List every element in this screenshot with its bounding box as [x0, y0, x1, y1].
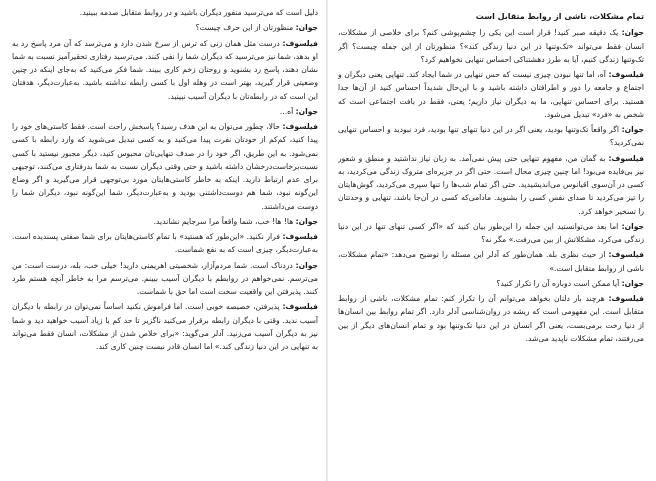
speaker-label: فیلسوف:: [608, 250, 644, 260]
right-paragraph-7: [338, 277, 644, 290]
left-page: [12, 6, 318, 476]
right-paragraph-2: [338, 68, 644, 121]
paragraph-text: آیا ممکن است دوباره آن را تکرار کنید؟: [496, 278, 620, 288]
right-paragraph-6: [338, 248, 644, 275]
paragraph-text: ها! ها! خب، شما واقعاً مرا سرجایم نشاندید.: [153, 216, 294, 226]
paragraph-text: اما بعد می‌توانستید این جمله را این‌طور بیان کنید که «اگر کسی تنهای تنها در این دنیا زندگی می‌کرد، مشکلاتش از بین می‌رفت.» مگر نه؟: [338, 221, 644, 244]
speaker-label: جوان:: [295, 23, 318, 33]
paragraph-text: دلیل است که می‌ترسید منفور دیگران باشید و در روابط متقابل صدمه ببینید.: [79, 8, 318, 17]
speaker-label: فیلسوف:: [282, 302, 318, 312]
right-paragraph-8: [338, 292, 644, 345]
left-paragraph-2: [12, 21, 318, 34]
speaker-label: جوان:: [621, 221, 644, 231]
left-paragraph-8: [12, 259, 318, 299]
speaker-label: فیلسوف:: [282, 38, 318, 48]
paragraph-text: هرچند بار دلتان بخواهد می‌توانم آن را تکرار کنم: تمام مشکلات، ناشی از روابط متقابل است. این مفهومی است که ریشه در روان‌شناسی آدلر دارد. اگر تمام روابط بین انسان‌ها از دنیا رخت برمی‌بست، یعنی اگر انسان در این دنیا تک‌وتنها بود و تمام انسان‌های دیگر از بین می‌رفتند، تمام مشکلات ناپدید می‌شد.: [338, 294, 644, 343]
paragraph-text: از حیث نظری بله. همان‌طور که آدلر این مسئله را توضیح می‌دهد: «تمام مشکلات، ناشی از روابط متقابل است.»: [338, 250, 644, 273]
left-paragraph-1: [12, 6, 318, 19]
paragraph-text: آه، اما تنها نبودن چیزی نیست که حس تنهایی در شما ایجاد کند. تنهایی یعنی دیگران و اجتماع و جامعه را دور و اطرافتان داشته باشید و با این‌حال شدیداً احساس کنید از آن‌ها جدا هستید. برای احساس تنهایی، ما به دیگران نیاز داریم؛ یعنی، فقط در بافت اجتماعی است که شخص به «فرد» تبدیل می‌شود.: [338, 70, 644, 119]
book-gutter: [326, 0, 328, 481]
left-paragraph-9: [12, 300, 318, 353]
paragraph-text: اگر واقعاً تک‌وتنها بودید، یعنی اگر در این دنیا تنهای تنها بودید، فرد نبودید و احساس تنهایی نمی‌کردید؟: [338, 125, 644, 148]
right-page: [338, 6, 644, 476]
right-paragraph-5: [338, 220, 644, 247]
paragraph-text: درست مثل همان زنی که ترس از سرخ شدن دارد و می‌ترسد که آن مرد پاسخ رد به او بدهد، شما نیز می‌ترسید که دیگران شما را نفی کنند. می‌ترسید رفتاری تحقیرآمیز نسبت به شما نشان دهند، پاسخ رد بشنوید و روحتان زخم کاری ببیند. شما فکر می‌کنید که به‌جای اینکه در چنین وضعیتی قرار گیرید، بهتر است در وهله اول با کسی رابطه نداشته باشید. به‌عبارت‌دیگر، هدفتان این است که در رابطه‌تان با دیگران آسیب نبینید.: [12, 38, 318, 101]
left-paragraph-7: [12, 230, 318, 257]
paragraph-text: دردناک است. شما مردم‌آزار، شخصیتی اهریمنی دارید! خیلی خب، بله، درست است: من می‌ترسم. نمی‌خواهم در روابطم با دیگران آسیب ببینم. می‌ترسم مرا به خاطر آنچه هستم طرد کنند. پذیرفتن این واقعیت سخت است اما حق با شماست.: [12, 260, 318, 296]
paragraph-text: به گمان من، مفهوم تنهایی حتی پیش نمی‌آمد. به زبان نیاز نداشتید و منطق و شعور نیز بی‌فایده می‌بود! اما چنین چیزی محال است. حتی اگر در جزیره‌ای متروک زندگی می‌کردید، به کسی در آن‌سوی اقیانوس می‌اندیشیدید. حتی اگر تمام شب‌ها را تنها سپری می‌کردید، گوش‌هایتان را تیز می‌کردید تا صدای نفس کسی را بشنوید. مادامی‌که کسی در آن‌جا باشد، تنهایی و وحدتتان را تسخیر خواهد کرد.: [338, 153, 644, 216]
paragraph-text: منظورتان از این حرف چیست؟: [195, 23, 294, 33]
speaker-label: جوان:: [295, 216, 318, 226]
right-paragraph-3: [338, 123, 644, 150]
speaker-label: فیلسوف:: [608, 153, 644, 163]
speaker-label: جوان:: [621, 28, 644, 38]
speaker-label: جوان:: [295, 106, 318, 116]
speaker-label: جوان:: [621, 278, 644, 288]
right-paragraph-1: [338, 26, 644, 66]
left-paragraph-5: [12, 120, 318, 213]
right-paragraph-4: [338, 152, 644, 218]
speaker-label: جوان:: [295, 260, 318, 270]
section-heading: تمام مشکلات، ناشی از روابط متقابل است: [475, 12, 644, 21]
paragraph-text: یک دقیقه صبر کنید! قرار است این یکی را چشم‌پوشی کنم؟ برای خلاصی از مشکلات، انسان فقط می‌تواند «تک‌وتنها در این دنیا زندگی کند»؟ منظورتان از این جمله چیست؟ اگر تک‌وتنها زندگی کنیم، آیا به طرز دهشتناکی احساس تنهایی نخواهیم کرد؟: [338, 28, 644, 64]
speaker-label: فیلسوف:: [608, 294, 644, 303]
speaker-label: فیلسوف:: [282, 122, 318, 131]
left-paragraph-3: [12, 37, 318, 103]
paragraph-text: فرار نکنید. «این‌طور که هستید» با تمام کاستی‌هایتان برای شما صفتی پسندیده است. به‌عبارت‌دیگر، چیزی است که به نفع شماست.: [12, 232, 318, 255]
paragraph-text: آه...: [279, 106, 294, 116]
left-paragraph-4: [12, 105, 318, 118]
speaker-label: جوان:: [621, 125, 644, 134]
speaker-label: فیلسوف:: [608, 70, 644, 79]
paragraph-text: حالا، چطور می‌توان به این هدف رسید؟ پاسخش راحت است. فقط کاستی‌های خود را پیدا کنید، کم‌کم از خودتان نفرت پیدا می‌کنید و به کسی تبدیل می‌شوید که وارد رابطه با کسی نمی‌شود. به این طریق، اگر خود را در صدف تنهایی‌تان محبوس کنید، دیگر مجبور نیستید با کسی نسبت‌برخاست‌درخشان داشته باشید و حتی وقتی دیگران نسبت به شما بدرفتاری می‌کنند، توجیهی برای عدم ارتباط دارید. اینکه به خاطر کاستی‌هایتان مورد بی‌توجهی قرار می‌گیرید و اگر وضاع این‌گونه نبود، شما هم دوست‌داشتنی بودید و به‌عبارت‌دیگر، شما این‌گونه نبود، دیگران شما را دوست می‌داشتند.: [12, 122, 318, 211]
speaker-label: فیلسوف:: [282, 232, 318, 241]
paragraph-text: پذیرفتن، خصیصه خوبی است. اما فراموش نکنید اساساً نمی‌توان در رابطه با دیگران آسیب ندید. وقتی با دیگران رابطه برقرار می‌کنید ناگزیر تا حد کم یا زیاد آسیب خواهید دید و شما نیز به دیگران آسیب می‌زنید. آدلر می‌گوید: «برای خلاص شدن از مشکلات، انسان فقط می‌تواند به تنهایی در این دنیا زندگی کند.» اما انسان قادر نیست چنین کاری کند.: [12, 302, 318, 351]
left-paragraph-6: [12, 215, 318, 228]
